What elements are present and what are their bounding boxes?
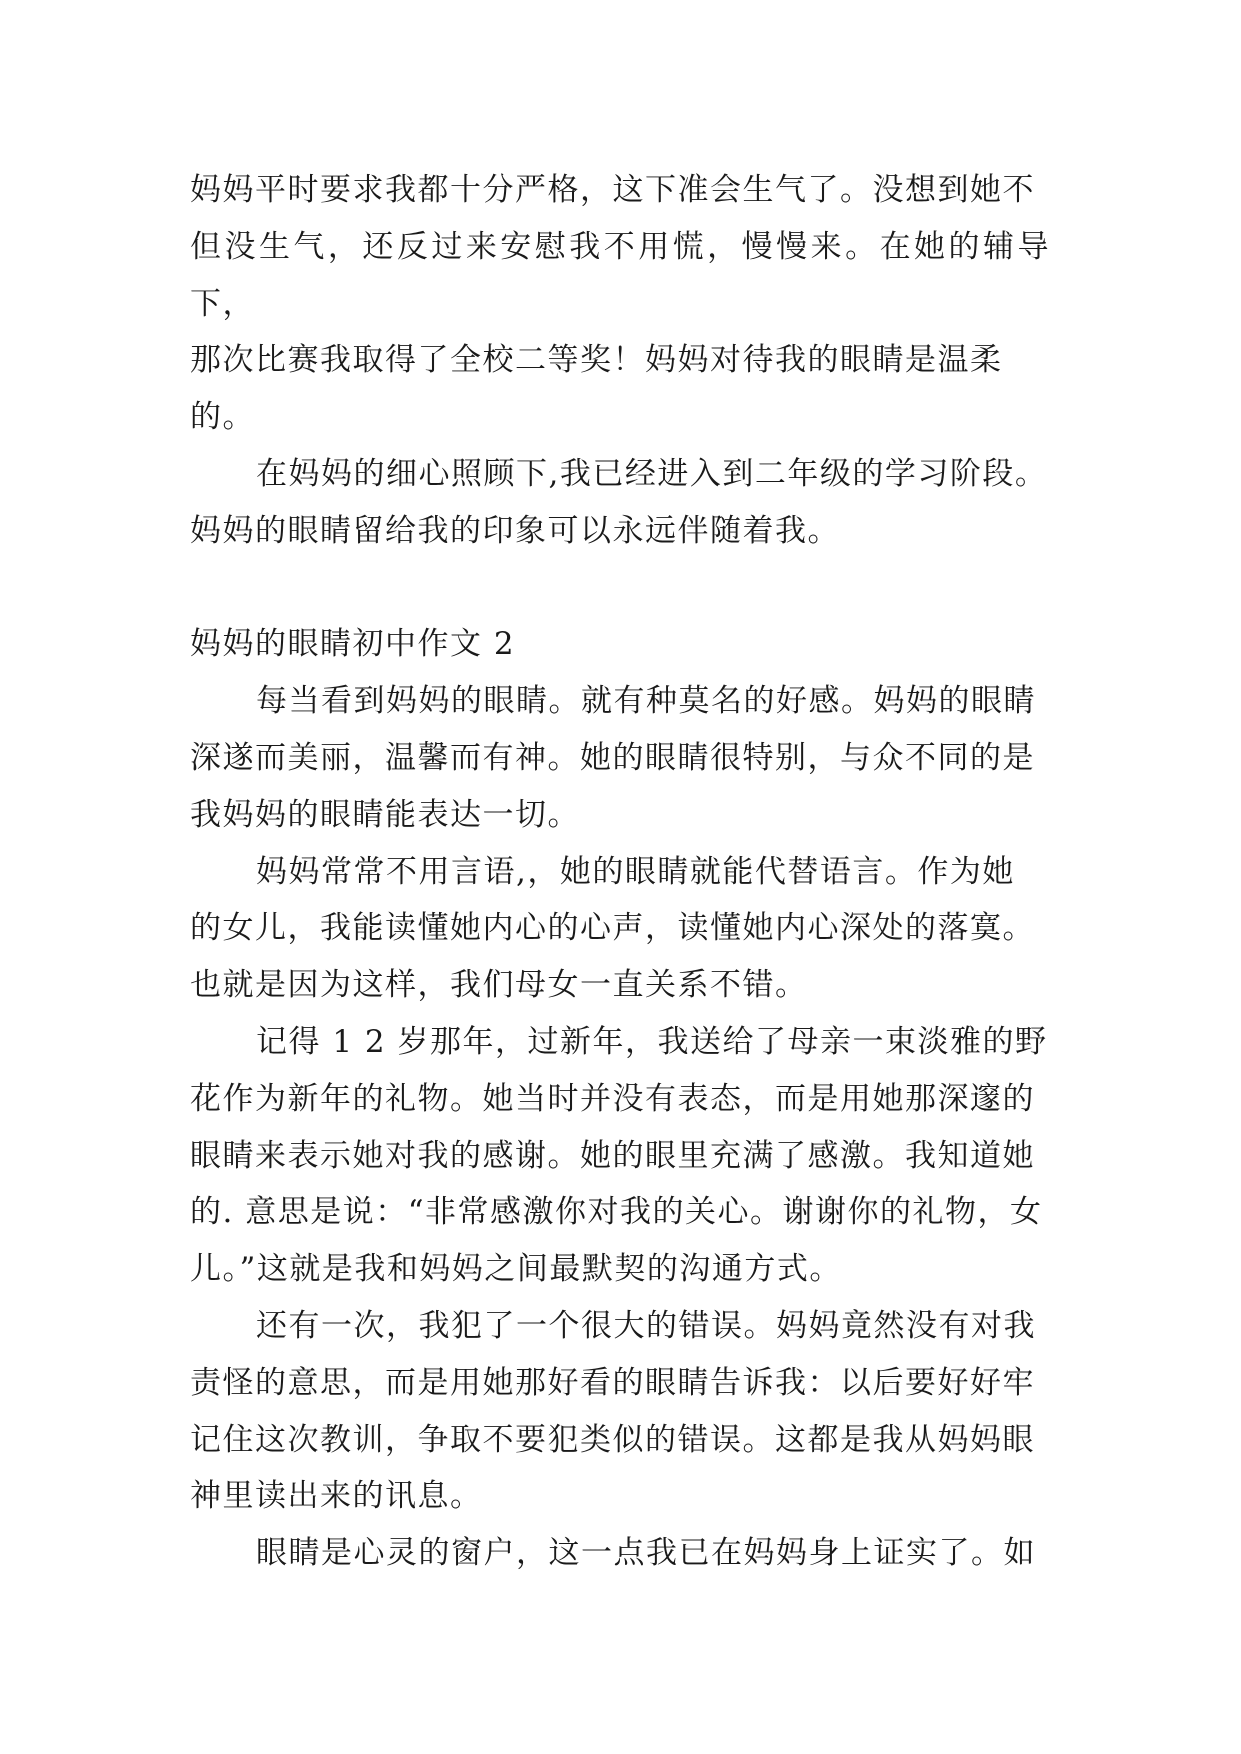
text-line: 儿。”这就是我和妈妈之间最默契的沟通方式。 (190, 1251, 842, 1288)
paragraph (190, 1525, 1050, 1582)
paragraph (190, 1014, 1050, 1298)
text-line: 眼睛来表示她对我的感谢。她的眼里充满了感激。我知道她 (190, 1137, 1035, 1174)
text-line: 在妈妈的细心照顾下,我已经进入到二年级的学习阶段。 (256, 455, 1048, 492)
section-title: 妈妈的眼睛初中作文 2 (190, 626, 516, 663)
paragraph-continuation (190, 162, 1050, 446)
text-line: 花作为新年的礼物。她当时并没有表态，而是用她那深邃的 (190, 1080, 1035, 1117)
text-line: 眼睛是心灵的窗户，这一点我已在妈妈身上证实了。如 (256, 1535, 1036, 1572)
section-spacer (190, 560, 1050, 617)
text-line: 深遂而美丽，温馨而有神。她的眼睛很特别，与众不同的是 (190, 739, 1035, 776)
text-line: 记住这次教训，争取不要犯类似的错误。这都是我从妈妈眼 (190, 1421, 1035, 1458)
text-line: 妈妈常常不用言语,，她的眼睛就能代替语言。作为她 (256, 853, 1015, 890)
text-line: 责怪的意思，而是用她那好看的眼睛告诉我：以后要好好牢 (190, 1364, 1035, 1401)
text-line: 神里读出来的讯息。 (190, 1478, 483, 1515)
text-line: 还有一次，我犯了一个很大的错误。妈妈竟然没有对我 (256, 1307, 1036, 1344)
text-line: 妈妈的眼睛留给我的印象可以永远伴随着我。 (190, 512, 840, 549)
text-line: 的。 (190, 399, 255, 436)
paragraph (190, 1298, 1050, 1525)
text-line: 也就是因为这样，我们母女一直关系不错。 (190, 967, 808, 1004)
text-line: 的. 意思是说：“非常感激你对我的关心。谢谢你的礼物，女 (190, 1194, 1043, 1231)
text-line: 但没生气，还反过来安慰我不用慌，慢慢来。在她的辅导下， (190, 228, 1050, 322)
document-body (190, 162, 1050, 1582)
text-line: 那次比赛我取得了全校二等奖！妈妈对待我的眼睛是温柔 (190, 342, 1003, 379)
text-line: 我妈妈的眼睛能表达一切。 (190, 796, 580, 833)
paragraph (190, 446, 1050, 560)
paragraph (190, 673, 1050, 843)
text-line: 妈妈平时要求我都十分严格，这下准会生气了。没想到她不 (190, 172, 1035, 208)
text-line: 记得 1 2 岁那年，过新年，我送给了母亲一束淡雅的野 (256, 1023, 1048, 1060)
paragraph (190, 844, 1050, 1014)
text-line: 的女儿，我能读懂她内心的心声，读懂她内心深处的落寞。 (190, 910, 1035, 947)
text-line: 每当看到妈妈的眼睛。就有种莫名的好感。妈妈的眼睛 (256, 683, 1036, 720)
